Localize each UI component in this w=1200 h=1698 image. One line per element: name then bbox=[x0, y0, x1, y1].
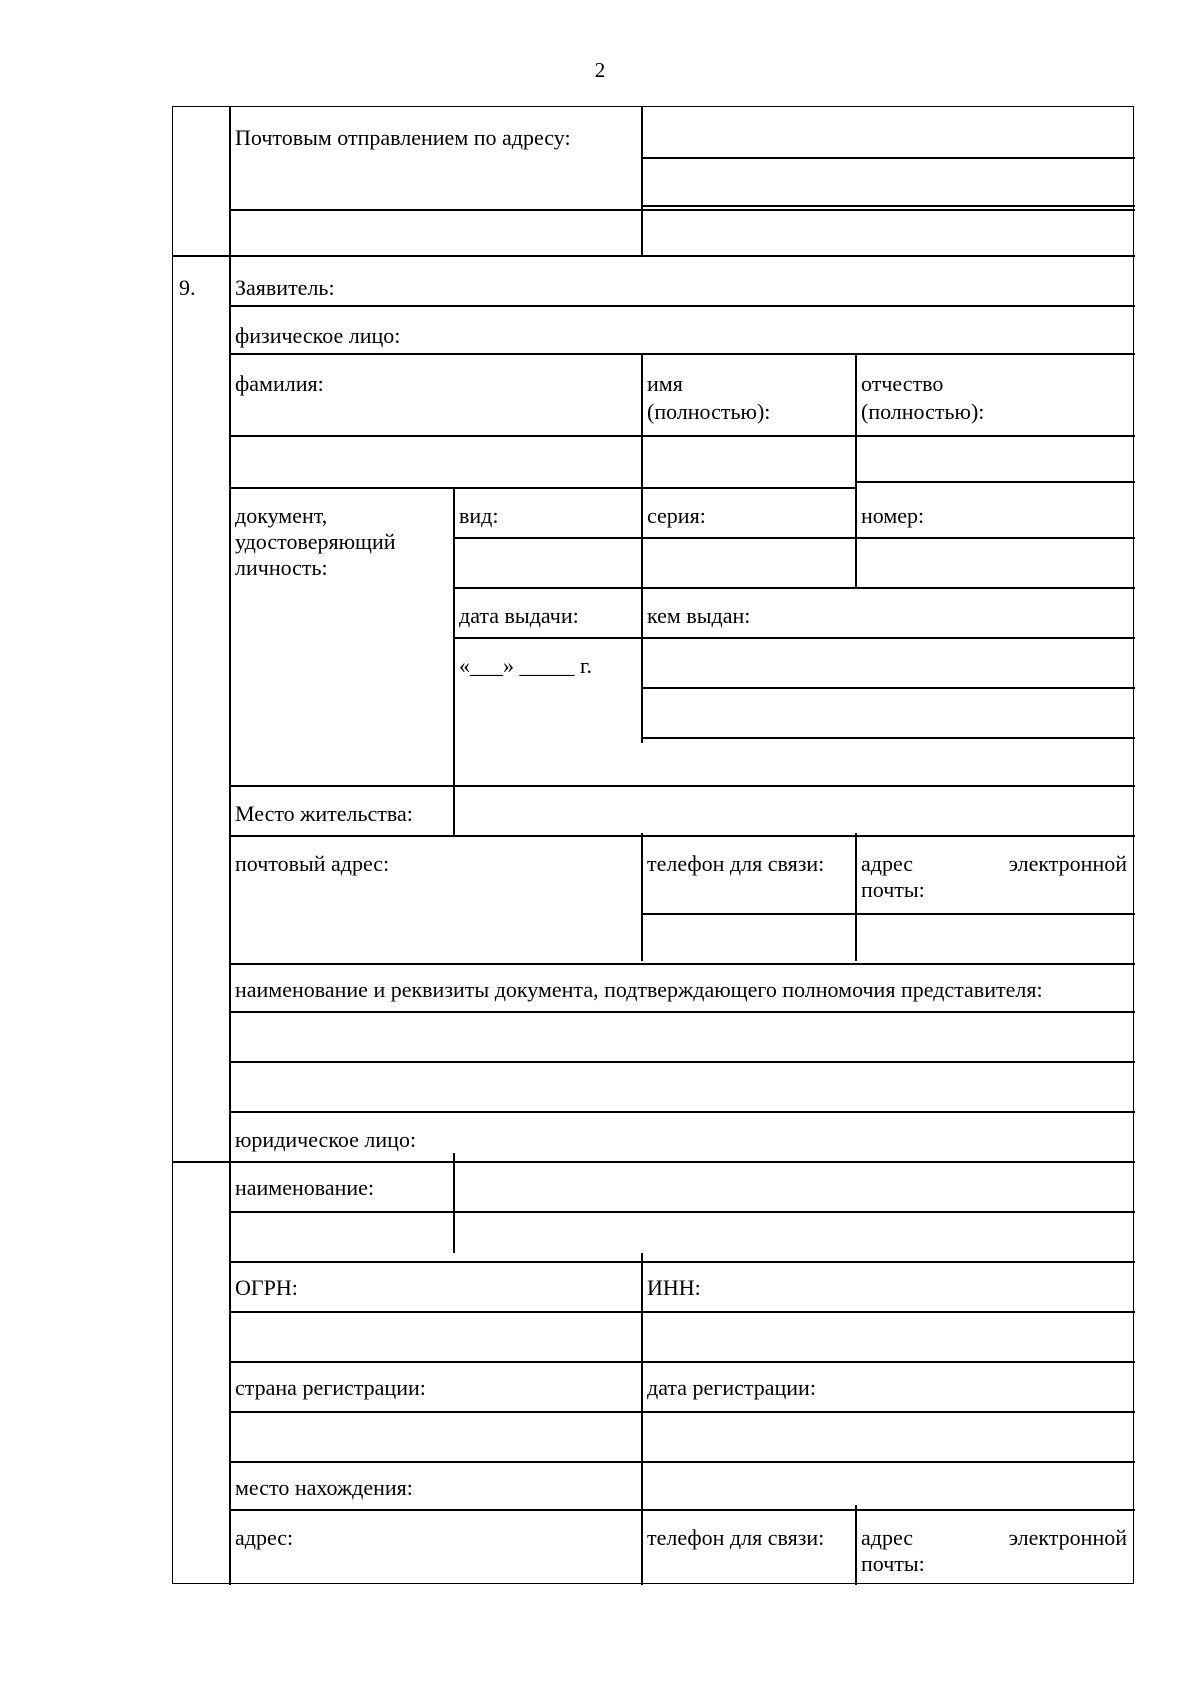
email-label-line2: почты: bbox=[861, 877, 925, 902]
col-divider-inn bbox=[641, 1253, 643, 1585]
id-doc-label-line2: удостоверяющий bbox=[235, 529, 396, 554]
reg-date-label: дата регистрации: bbox=[647, 1375, 816, 1400]
by-post-label: Почтовым отправлением по адресу: bbox=[235, 125, 571, 150]
name-label-line2: (полностью): bbox=[647, 399, 771, 424]
issue-date-label: дата выдачи: bbox=[459, 603, 579, 628]
legal-phone-label: телефон для связи: bbox=[647, 1525, 825, 1550]
id-doc-label-line3: личность: bbox=[235, 555, 328, 580]
issued-by-label: кем выдан: bbox=[647, 603, 751, 628]
patronymic-label-line1: отчество bbox=[861, 371, 944, 396]
row-line bbox=[229, 963, 1135, 965]
legal-email-label-line1 bbox=[861, 1525, 1127, 1551]
legal-email-label-word1: адрес bbox=[861, 1525, 914, 1550]
col-divider-series bbox=[641, 487, 643, 743]
location-label: место нахождения: bbox=[235, 1475, 413, 1500]
row-line bbox=[229, 1211, 1135, 1213]
row-line bbox=[641, 913, 1135, 915]
reg-country-label: страна регистрации: bbox=[235, 1375, 426, 1400]
individual-heading: физическое лицо: bbox=[235, 323, 401, 348]
row-line bbox=[229, 1509, 1135, 1511]
inn-label: ИНН: bbox=[647, 1275, 701, 1300]
kind-label: вид: bbox=[459, 503, 499, 528]
legal-entity-heading: юридическое лицо: bbox=[235, 1127, 417, 1152]
row-line bbox=[641, 737, 1135, 739]
row-line bbox=[229, 209, 1135, 211]
email-label-word2: электронной bbox=[1008, 851, 1127, 876]
applicant-label: Заявитель: bbox=[235, 275, 335, 300]
series-label: серия: bbox=[647, 503, 706, 528]
row-line bbox=[641, 687, 1135, 689]
row-line bbox=[229, 1411, 1135, 1413]
row-line bbox=[453, 537, 1135, 539]
row-line bbox=[855, 481, 1135, 483]
id-doc-label-line1: документ, bbox=[235, 503, 328, 528]
row-line bbox=[229, 1011, 1135, 1013]
section-number: 9. bbox=[179, 275, 196, 300]
phone-label: телефон для связи: bbox=[647, 851, 825, 876]
email-label-word1: адрес bbox=[861, 851, 914, 876]
row-line bbox=[229, 1261, 1135, 1263]
representative-doc-label: наименование и реквизиты документа, подтверждающего полномочия представителя: bbox=[235, 977, 1043, 1002]
row-line bbox=[229, 487, 855, 489]
row-line bbox=[229, 785, 1135, 787]
legal-email-label-word2: электронной bbox=[1008, 1525, 1127, 1550]
postal-address-label: почтовый адрес: bbox=[235, 851, 390, 876]
legal-email-label-line2: почты: bbox=[861, 1551, 925, 1576]
row-line bbox=[229, 1311, 1135, 1313]
row-line bbox=[229, 435, 1135, 437]
page-number: 2 bbox=[594, 58, 606, 82]
row-line bbox=[173, 1161, 1135, 1163]
col-divider-email bbox=[855, 833, 857, 961]
col-divider-mail bbox=[641, 107, 643, 255]
row-line bbox=[229, 835, 1135, 837]
col-divider-legal-name bbox=[453, 1153, 455, 1253]
number-label: номер: bbox=[861, 503, 925, 528]
row-line bbox=[641, 157, 1135, 159]
row-line bbox=[229, 353, 1135, 355]
legal-address-label: адрес: bbox=[235, 1525, 294, 1550]
col-divider-legal-email bbox=[855, 1505, 857, 1585]
col-divider-id-doc bbox=[453, 487, 455, 835]
email-label-line1 bbox=[861, 851, 1127, 877]
row-line bbox=[641, 205, 1135, 207]
row-line bbox=[229, 1061, 1135, 1063]
ogrn-label: ОГРН: bbox=[235, 1275, 298, 1300]
application-form-table bbox=[172, 106, 1134, 1584]
row-line bbox=[229, 1111, 1135, 1113]
row-line bbox=[453, 587, 1135, 589]
legal-name-label: наименование: bbox=[235, 1175, 375, 1200]
row-line bbox=[229, 305, 1135, 307]
row-line bbox=[453, 637, 1135, 639]
row-line bbox=[173, 255, 1135, 257]
patronymic-label-line2: (полностью): bbox=[861, 399, 985, 424]
col-divider-number bbox=[229, 107, 231, 1585]
surname-label: фамилия: bbox=[235, 371, 324, 396]
issue-date-template: «___» _____ г. bbox=[459, 653, 593, 678]
name-label-line1: имя bbox=[647, 371, 683, 396]
row-line bbox=[229, 1461, 1135, 1463]
row-line bbox=[229, 1361, 1135, 1363]
col-divider-phone bbox=[641, 833, 643, 961]
residence-label: Место жительства: bbox=[235, 801, 413, 826]
